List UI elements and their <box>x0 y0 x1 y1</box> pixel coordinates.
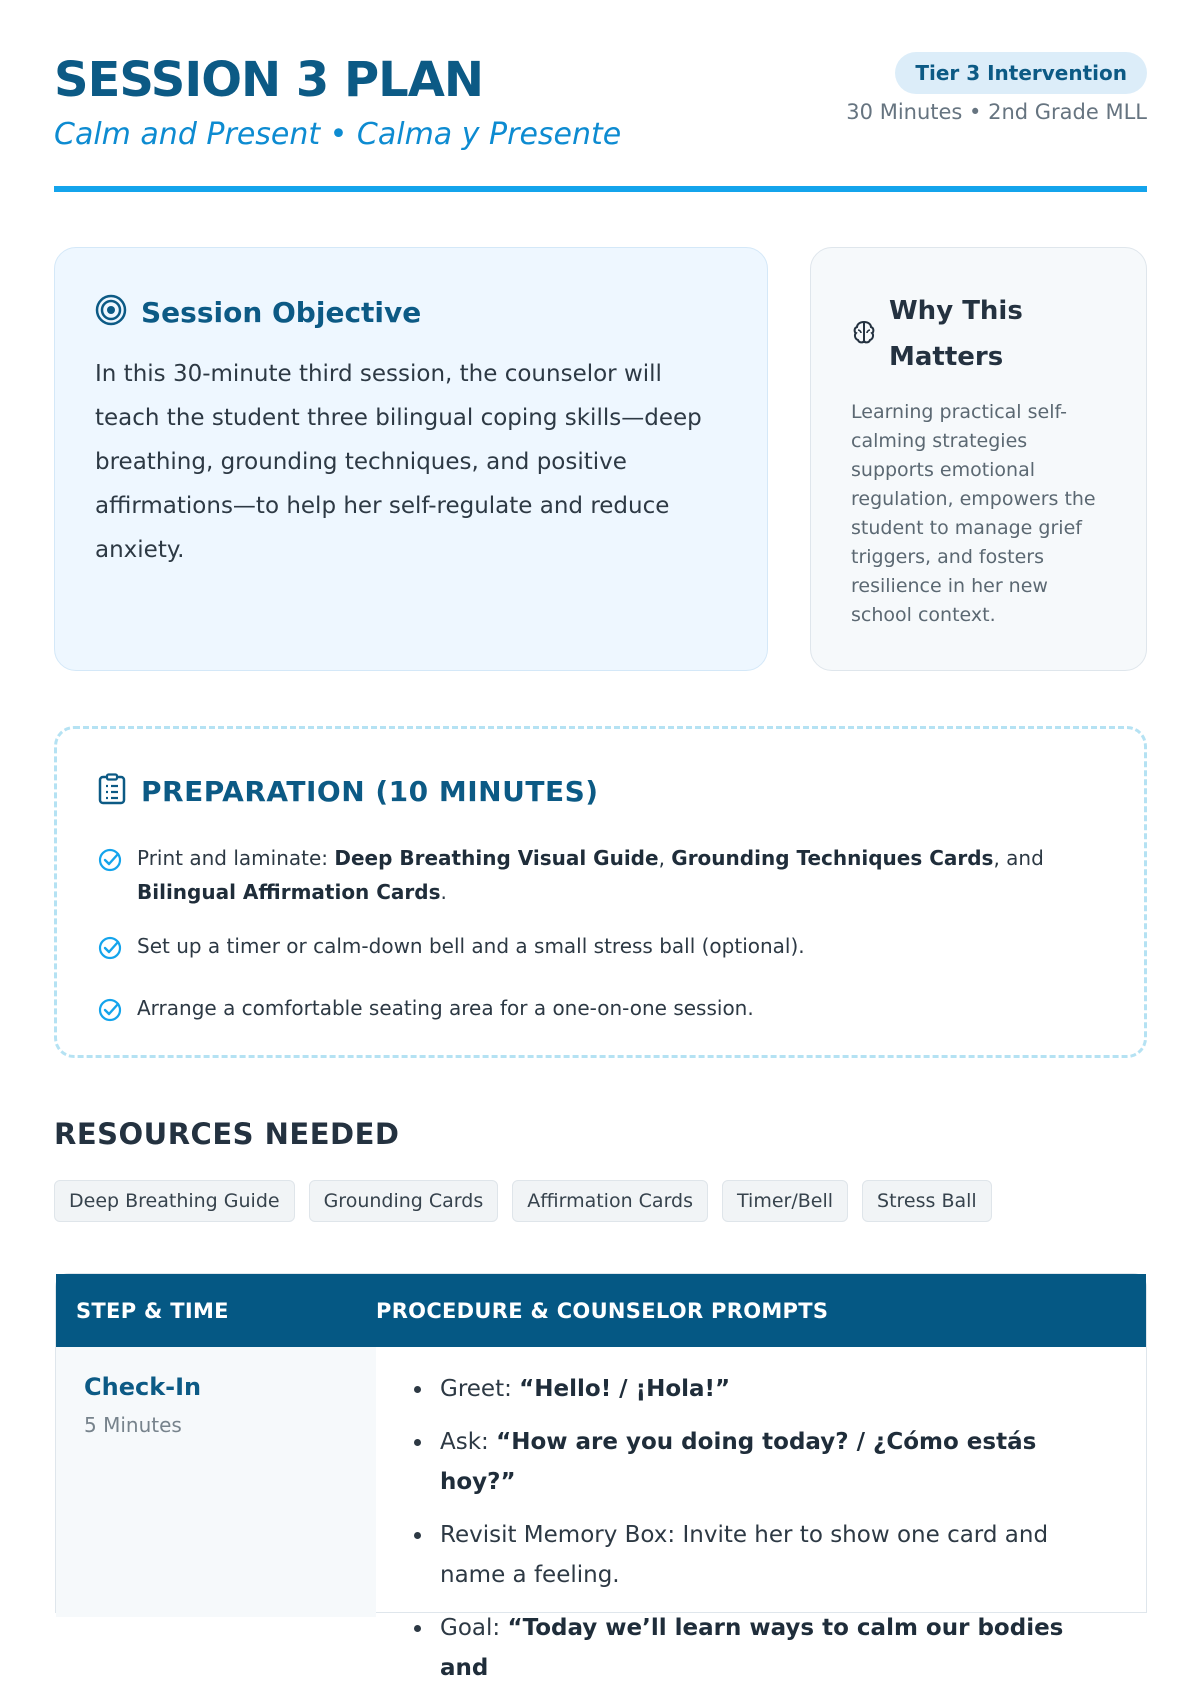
preparation-item-text: Set up a timer or calm-down bell and a small stress ball (optional). <box>137 934 805 958</box>
preparation-section <box>54 726 1147 1058</box>
page-title: SESSION 3 PLAN <box>54 52 484 108</box>
resource-chip: Stress Ball <box>862 1180 992 1222</box>
objective-card <box>54 247 768 671</box>
column-header-step: STEP & TIME <box>76 1298 229 1323</box>
clipboard-icon <box>97 773 127 809</box>
table-row <box>56 1347 1146 1681</box>
why-title: Why This Matters <box>889 296 1023 372</box>
procedure-cell <box>376 1347 1146 1681</box>
objective-text: In this 30-minute third session, the counselor will teach the student three bilingual coping skills—deep breathing, grounding techniques, and positive affirmations—to help her self-regulate and reduce anxiety. <box>95 361 702 563</box>
resource-chip: Timer/Bell <box>722 1180 848 1222</box>
resource-chip: Affirmation Cards <box>512 1180 708 1222</box>
preparation-item-text: Print and laminate: Deep Breathing Visual Guide, Grounding Techniques Cards, and Bilingual Affirmation Cards. <box>137 846 1044 904</box>
list-item: Ask: “How are you doing today? / ¿Cómo estás hoy?” <box>410 1422 1116 1502</box>
list-item: Goal: “Today we’ll learn ways to calm our bodies and <box>410 1608 1116 1688</box>
check-circle-icon <box>97 935 125 971</box>
page-subtitle: Calm and Present • Calma y Presente <box>54 117 622 152</box>
resource-chips <box>54 1180 992 1222</box>
page-header <box>54 50 1147 195</box>
preparation-item <box>97 991 1104 1033</box>
why-text: Learning practical self-calming strategies supports emotional regulation, empowers the student to manage grief triggers, and fosters resilience in her new school context. <box>851 401 1096 626</box>
preparation-title: PREPARATION (10 MINUTES) <box>141 774 599 808</box>
procedure-table <box>55 1273 1147 1681</box>
resource-chip: Deep Breathing Guide <box>54 1180 295 1222</box>
brain-icon <box>851 319 877 349</box>
step-cell <box>56 1347 376 1617</box>
resource-chip: Grounding Cards <box>309 1180 499 1222</box>
resources-title: RESOURCES NEEDED <box>54 1117 400 1151</box>
list-item: Revisit Memory Box: Invite her to show one card and name a feeling. <box>410 1515 1116 1595</box>
header-divider <box>54 186 1147 192</box>
step-name: Check-In <box>84 1373 202 1401</box>
preparation-item <box>97 841 1104 909</box>
target-icon <box>95 294 127 330</box>
check-circle-icon <box>97 997 125 1033</box>
objective-title: Session Objective <box>141 295 422 329</box>
table-header <box>56 1274 1146 1347</box>
session-meta: 30 Minutes • 2nd Grade MLL <box>846 100 1147 124</box>
step-time: 5 Minutes <box>84 1413 182 1437</box>
column-header-procedure: PROCEDURE & COUNSELOR PROMPTS <box>376 1298 829 1323</box>
why-card <box>810 247 1147 671</box>
check-circle-icon <box>97 847 125 883</box>
list-item: Greet: “Hello! / ¡Hola!” <box>410 1369 1116 1409</box>
preparation-item <box>97 929 1104 971</box>
procedure-list <box>410 1369 1116 1688</box>
preparation-list <box>97 841 1104 1033</box>
preparation-item-text: Arrange a comfortable seating area for a one-on-one session. <box>137 996 754 1020</box>
tier-badge: Tier 3 Intervention <box>895 52 1147 94</box>
